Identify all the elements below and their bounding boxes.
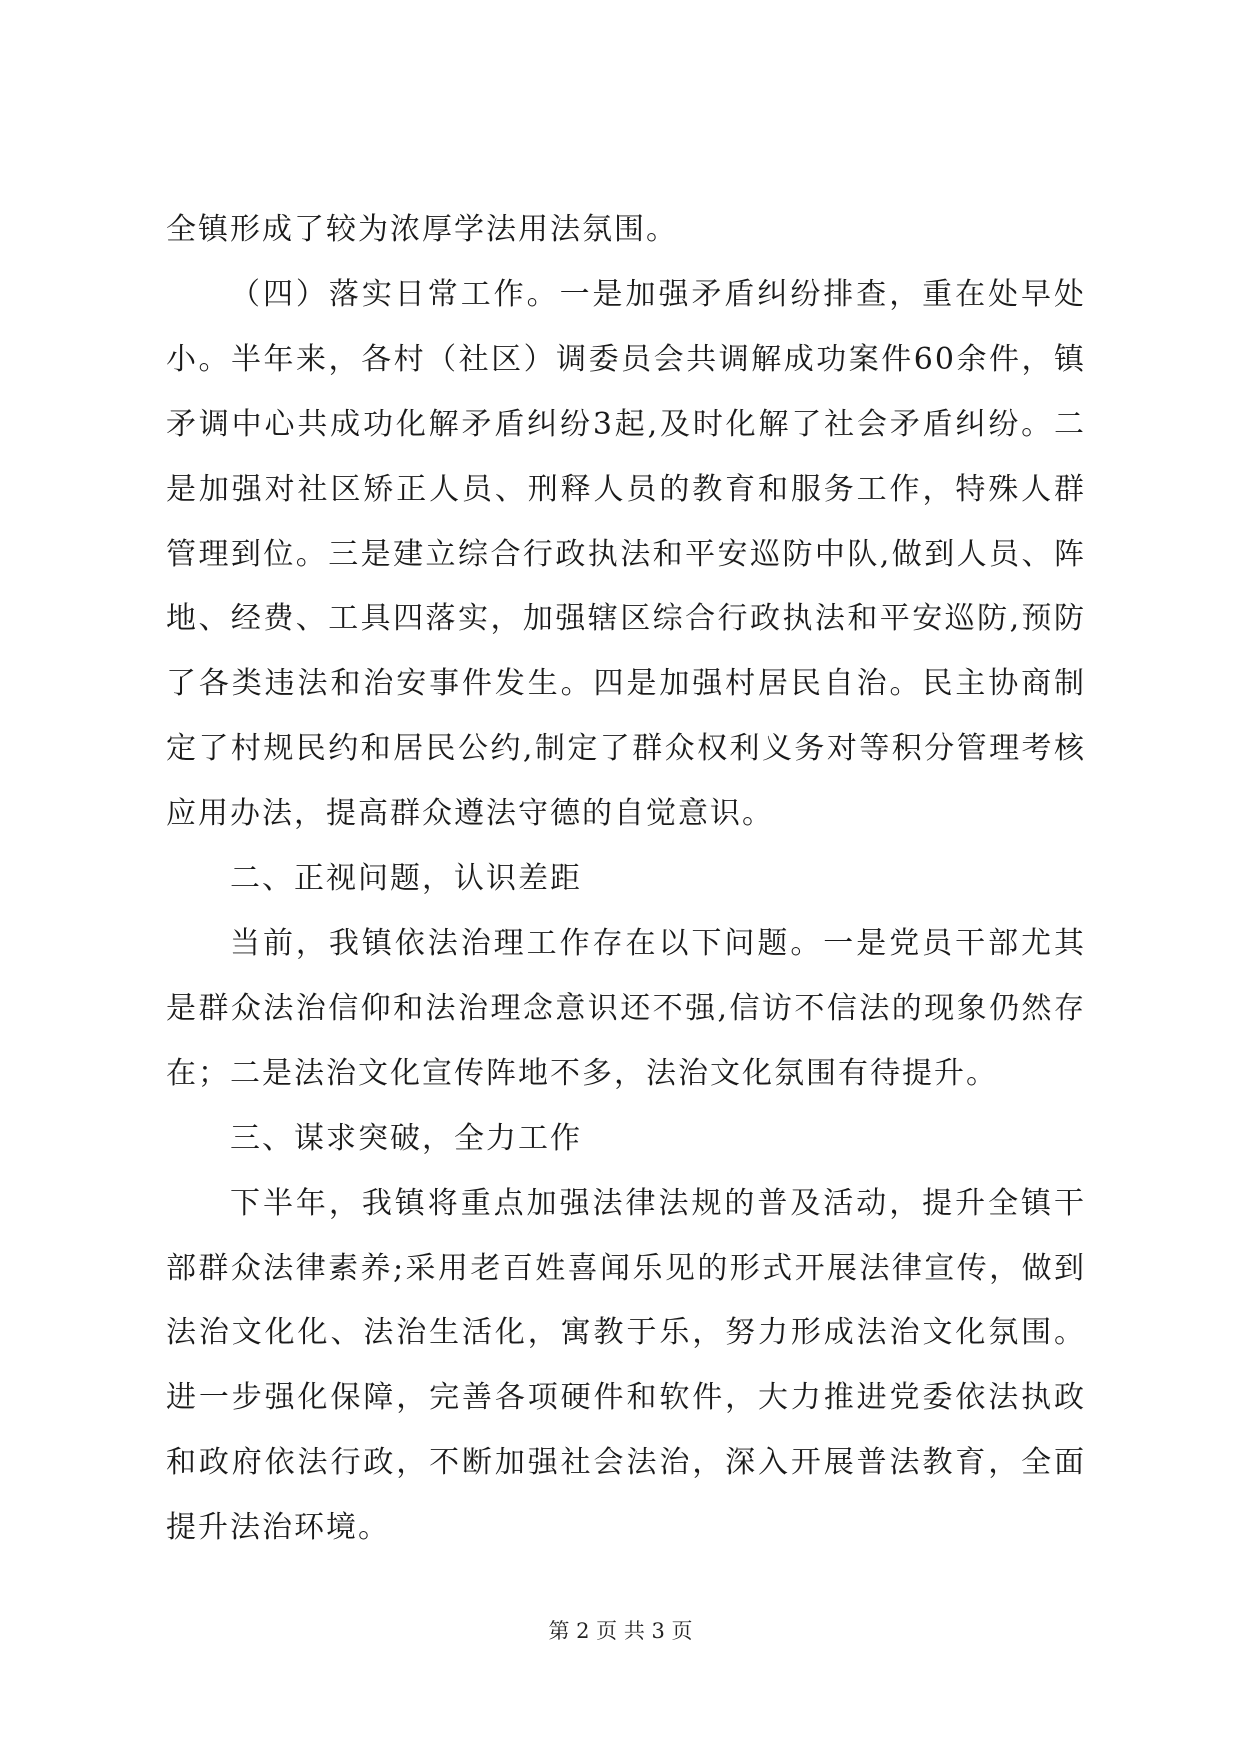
paragraph-problems: 当前，我镇依法治理工作存在以下问题。一是党员干部尤其是群众法治信仰和法治理念意识还不强,信访不信法的现象仍然存在；二是法治文化宣传阵地不多，法治文化氛围有待提升。	[166, 925, 1086, 1091]
section-heading-breakthrough: 三、谋求突破，全力工作	[230, 1120, 582, 1156]
section-heading-problems: 二、正视问题，认识差距	[230, 861, 582, 897]
paragraph-continuation: 全镇形成了较为浓厚学法用法氛围。	[166, 212, 678, 247]
document-body	[166, 198, 1086, 1561]
page-number-footer: 第 2 页 共 3 页	[548, 1619, 693, 1643]
paragraph-plan: 下半年，我镇将重点加强法律法规的普及活动，提升全镇干部群众法律素养;采用老百姓喜闻乐见的形式开展法律宣传，做到法治文化化、法治生活化，寓教于乐，努力形成法治文化氛围。进一步强化保障，完善各项硬件和软件，大力推进党委依法执政和政府依法行政，不断加强社会法治，深入开展普法教育，全面提升法治环境。	[166, 1185, 1086, 1546]
paragraph-daily-work: （四）落实日常工作。一是加强矛盾纠纷排查，重在处早处小。半年来，各村（社区）调委员会共调解成功案件60余件，镇矛调中心共成功化解矛盾纠纷3起,及时化解了社会矛盾纠纷。二是加强对社区矫正人员、刑释人员的教育和服务工作，特殊人群管理到位。三是建立综合行政执法和平安巡防中队,做到人员、阵地、经费、工具四落实，加强辖区综合行政执法和平安巡防,预防了各类违法和治安事件发生。四是加强村居民自治。民主协商制定了村规民约和居民公约,制定了群众权利义务对等积分管理考核应用办法，提高群众遵法守德的自觉意识。	[166, 276, 1086, 832]
